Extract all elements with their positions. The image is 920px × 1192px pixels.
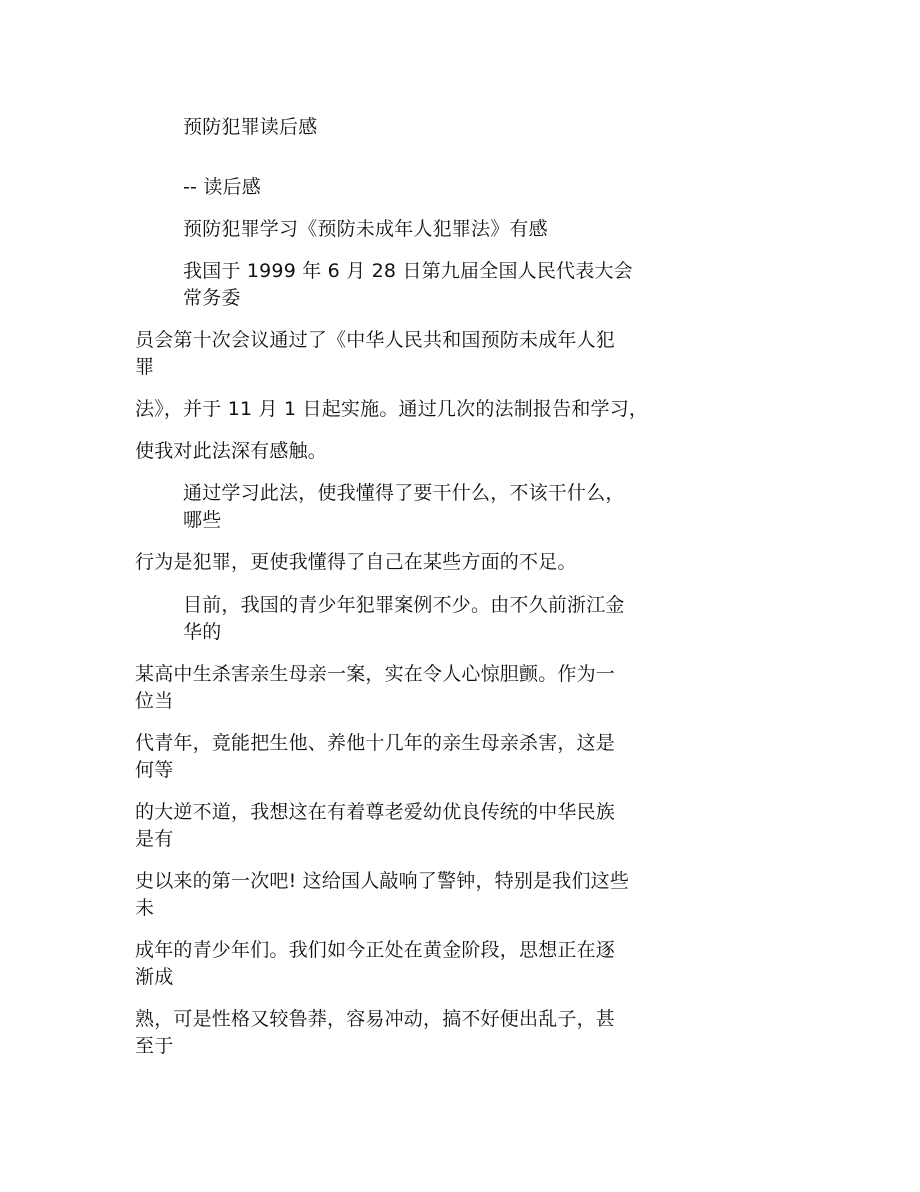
body-line: 罪 [135, 356, 155, 378]
body-line: 渐成 [135, 966, 174, 988]
body-line: 何等 [135, 759, 174, 781]
body-line: 行为是犯罪，更使我懂得了自己在某些方面的不足。 [135, 551, 577, 573]
body-line: 未 [135, 897, 155, 919]
body-line: 至于 [135, 1035, 174, 1057]
document-title: 预防犯罪读后感 [183, 116, 318, 138]
body-line: 熟，可是性格又较鲁莽，容易冲动，搞不好便出乱子，甚 [135, 1008, 616, 1030]
body-line: 常务委 [183, 287, 241, 309]
body-line: 通过学习此法，使我懂得了要干什么，不该干什么， [183, 482, 625, 504]
body-line: 法》，并于 11 月 1 日起实施。通过几次的法制报告和学习， [135, 398, 649, 420]
body-line: 我国于 1999 年 6 月 28 日第九届全国人民代表大会 [183, 260, 633, 282]
body-line: 位当 [135, 690, 174, 712]
body-line: 是有 [135, 828, 174, 850]
body-line: 的大逆不道，我想这在有着尊老爱幼优良传统的中华民族 [135, 801, 616, 823]
body-line: 目前，我国的青少年犯罪案例不少。由不久前浙江金 [183, 594, 625, 616]
body-line: 使我对此法深有感触。 [135, 440, 328, 462]
body-line: 华的 [183, 621, 222, 643]
document-category: -- 读后感 [183, 176, 261, 198]
body-line: 代青年，竟能把生他、养他十几年的亲生母亲杀害，这是 [135, 732, 616, 754]
body-line: 哪些 [183, 509, 222, 531]
body-line: 员会第十次会议通过了《中华人民共和国预防未成年人犯 [135, 329, 616, 351]
body-line: 史以来的第一次吧! 这给国人敲响了警钟，特别是我们这些 [135, 870, 630, 892]
body-line: 成年的青少年们。我们如今正处在黄金阶段，思想正在逐 [135, 939, 616, 961]
body-line: 某高中生杀害亲生母亲一案，实在令人心惊胆颤。作为一 [135, 663, 616, 685]
document-subtitle: 预防犯罪学习《预防未成年人犯罪法》有感 [183, 218, 548, 240]
